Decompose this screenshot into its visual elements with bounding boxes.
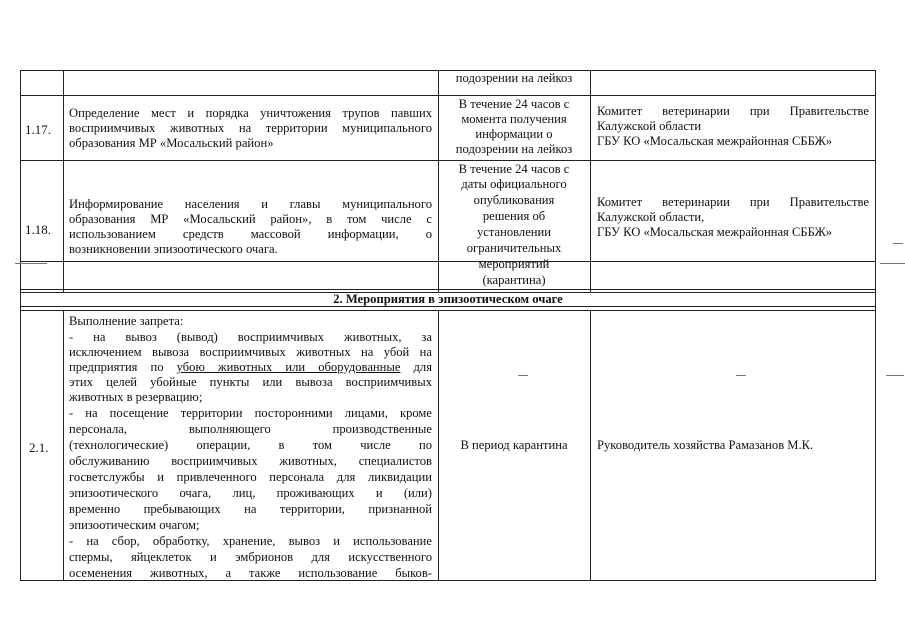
scan-mark <box>15 263 47 264</box>
text-line: образования МР «Мосальский район», в том числе с <box>69 212 432 226</box>
text-line: Выполнение запрета: <box>69 314 184 328</box>
column-border <box>875 70 876 580</box>
responsible-cell: Руководитель хозяйства Рамазанов М.К. <box>597 438 814 452</box>
text-line: момента получения <box>461 112 567 126</box>
scan-mark <box>886 375 904 376</box>
text-line: опубликования <box>473 193 555 207</box>
text-line: спермы, яйцеклеток и эмбрионов для искусственного <box>69 550 432 564</box>
text-line: эпизоотическим очагом; <box>69 518 200 532</box>
text-line: госветслужбы и привлеченного персонала для ликвидации <box>69 470 432 484</box>
text-line: образования МР «Мосальский район» <box>69 136 274 150</box>
text-line: (карантина) <box>482 273 546 287</box>
column-border <box>590 310 591 580</box>
row-border <box>20 160 876 161</box>
text-line: осеменения животных, а также использование быков- <box>69 566 432 580</box>
text-line: обслуживанию восприимчивых животных, специалистов <box>69 454 432 468</box>
text-line: информации о <box>475 127 553 141</box>
column-border <box>63 70 64 292</box>
text-line: возникновении эпизоотического очага. <box>69 242 278 256</box>
text-line: персонала, выполняющего производственные <box>69 422 432 436</box>
column-border <box>20 70 21 580</box>
text-line: этих целей убойные пункты или вывоза восприимчивых <box>69 375 432 389</box>
text-line: В течение 24 часов с <box>458 162 570 176</box>
text-line: Калужской области, <box>597 210 705 224</box>
text-line: Комитет ветеринарии при Правительстве <box>597 195 869 209</box>
text-line: Калужской области <box>597 119 702 133</box>
text-line: Информирование населения и главы муниципального <box>69 197 432 211</box>
text-line: установлении <box>476 225 552 239</box>
row-number: 1.18. <box>25 222 51 237</box>
row-number: 1.17. <box>25 122 51 137</box>
text-line: исключением вывоза восприимчивых животных на убой на <box>69 345 432 359</box>
text-line: эпизоотического очага, лиц, проживающих и (или) <box>69 486 432 500</box>
text-line: Комитет ветеринарии при Правительстве <box>597 104 869 118</box>
text-line: ГБУ КО «Мосальская межрайонная СББЖ» <box>597 134 833 148</box>
text-line: ГБУ КО «Мосальская межрайонная СББЖ» <box>597 225 833 239</box>
scan-mark <box>736 375 746 376</box>
term-cell: подозрении на лейкоз <box>455 71 573 85</box>
text-line: даты официального <box>461 177 567 191</box>
term-cell: В период карантина <box>460 438 568 452</box>
column-border <box>438 70 439 292</box>
column-border <box>438 310 439 580</box>
text-line: ограничительных <box>466 241 562 255</box>
text-line: - на сбор, обработку, хранение, вывоз и использование <box>69 534 432 548</box>
row-number: 2.1. <box>29 440 49 455</box>
row-border <box>20 306 876 307</box>
row-border <box>20 95 876 96</box>
text-line: подозрении на лейкоз <box>455 142 573 156</box>
column-border <box>590 70 591 292</box>
text-line: предприятия по убою животных или оборудованные для <box>69 360 432 374</box>
text-line: животных в резервацию; <box>69 390 203 404</box>
text-line: восприимчивых животных на территории муниципального <box>69 121 432 135</box>
text-line: решения об <box>482 209 546 223</box>
text-line: В течение 24 часов с <box>458 97 570 111</box>
column-border <box>63 310 64 580</box>
text-line: - на посещение территории посторонними лицами, кроме <box>69 406 432 420</box>
row-border <box>20 310 876 311</box>
text-line: использованием средств массовой информации, о <box>69 227 432 241</box>
text-line: мероприятий <box>478 257 550 271</box>
row-border <box>20 289 876 290</box>
text-line: временно пребывающих на территории, признанной <box>69 502 432 516</box>
section-heading: 2. Мероприятия в эпизоотическом очаге <box>333 292 563 306</box>
text-line: - на вывоз (вывод) восприимчивых животных, за <box>69 330 432 344</box>
text-line: Определение мест и порядка уничтожения трупов павших <box>69 106 432 120</box>
scan-mark <box>518 375 528 376</box>
scan-mark <box>880 263 905 264</box>
scan-mark <box>893 243 903 244</box>
text-line: (технологические) операции, в том числе по <box>69 438 432 452</box>
